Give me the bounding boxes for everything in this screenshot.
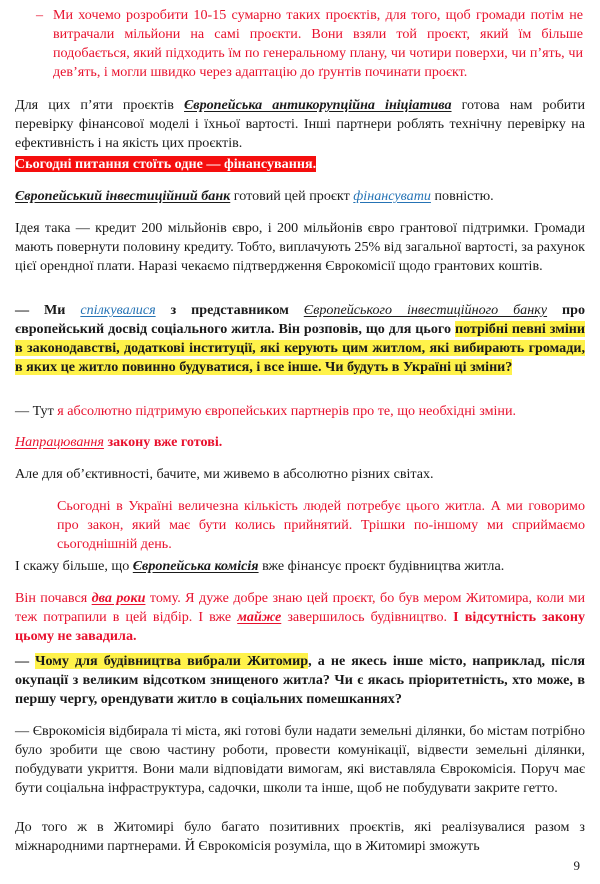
emphasis-org: Європейська комісія [132, 558, 259, 574]
question-paragraph [15, 301, 585, 377]
paragraph-text: — Єврокомісія відбирала ті міста, які готові були надати земельні ділянки, бо містам потрібно було зробити ще свою частину роботи, провести комунікації, відвести земельні ділянки, побудувати укриття. Вони мали відповідати вимогам, які виставляла Єврокомісія. Поруч має бути соціальна інфраструктура, садочки, школи та інше, щоб не побудувати закрите гетто. [15, 723, 585, 796]
text-run: з представником [155, 302, 304, 318]
text-run: — Тут [15, 403, 58, 419]
paragraph-highlighted [15, 155, 585, 174]
paragraph-text: До того ж в Житомирі було багато позитивних проєктів, які реалізувалися разом з міжнародними партнерами. Й Єврокомісія розуміла, що в Житомирі зможуть [15, 819, 585, 854]
paragraph [15, 433, 585, 452]
text-run: тому. Я дуже добре знаю цей проєкт, бо був мером Житомира, коли ми теж потрапили в цей відбір. І вже [15, 590, 585, 625]
red-highlight-heading: Сьогодні питання стоїть одне — фінансування. [15, 156, 317, 172]
link-spilkuvalysia[interactable]: спілкувалися [80, 302, 156, 318]
text-run: — [15, 653, 36, 669]
text-run: завершилось будівництво. [281, 609, 454, 625]
yellow-highlight: Чому для будівництва вибрали Житомир [35, 653, 309, 669]
emphasis-org: Європейська антикорупційна ініціатива [184, 97, 452, 113]
bullet-dash: – [36, 7, 44, 23]
text-run: вже фінансує проєкт будівництва житла. [258, 558, 505, 574]
paragraph-text: Але для об’єктивності, бачите, ми живемо в абсолютно різних світах. [15, 466, 434, 482]
text-run: закону вже готові. [103, 434, 223, 450]
text-run: Для цих п’яти проєктів [15, 97, 185, 113]
paragraph [15, 818, 585, 856]
paragraph [15, 96, 585, 153]
text-run: І скажу більше, що [15, 558, 133, 574]
paragraph-text: Ідея така — кредит 200 мільйонів євро, і 200 мільйонів євро грантової підтримки. Громади мають повернути половину кредиту. Тобто, виплачують 25% від загальної вартості, за рахунок цієї орендної плати. Наразі чекаємо підтвердження Єврокомісії щодо грантових коштів. [15, 220, 585, 274]
text-run: , а не якесь інше місто, наприклад, після окупації з великим відсотком знищеного житла? Чи є якась пріоритетність, хто може, в першу чергу, орендувати житло в соціальних помешканнях? [15, 653, 585, 707]
answer-paragraph [15, 402, 585, 421]
text-run: — Ми [15, 302, 81, 318]
emphasis-word: два роки [91, 590, 146, 606]
page-number: 9 [573, 858, 580, 873]
emphasis-org: Європейський інвестиційний банк [15, 188, 231, 204]
emphasis-word: Напрацювання [15, 434, 104, 450]
paragraph [15, 557, 585, 576]
text-run: готовий цей проєкт [230, 188, 354, 204]
text-run: готова нам робити перевірку фінансової моделі і їхньої вартості. Інші партнери роблять технічну перевірку на ефективність і на якість цих проєктів. [15, 97, 585, 151]
paragraph [15, 465, 585, 484]
text-run: про європейський досвід соціального житла. Він розповів, що для цього [15, 302, 585, 337]
yellow-highlight: потрібні певні зміни в законодавстві, додаткові інституції, які керують цим житлом, які вибирають громади, в яких це житло повинно будуватися, і все інше. Чи будуть в Україні ці зміни? [15, 321, 585, 375]
paragraph [15, 589, 585, 646]
bold-text: І відсутність закону цьому не завадила. [15, 609, 585, 644]
paragraph-text: Ми хочемо розробити 10-15 сумарно таких проєктів, для того, щоб громади потім не витрачали мільйони на самі проєкти. Вони взяли той проєкт, який їм більше подобається, який підходить їм по генеральному плану, чи чотири поверхи, чи п’ять, чи дев’ять, і могли швидко через адаптацію до ґрунтів починати проєкт. [53, 7, 583, 80]
text-run: Він почався [15, 590, 92, 606]
paragraph [15, 187, 585, 206]
paragraph-text: Сьогодні в Україні величезна кількість людей потребує цього житла. А ми говоримо про закон, який має бути колись прийнятий. Трішки по-іншому ми сприймаємо сьогоднішній день. [57, 498, 585, 552]
indented-quote [57, 497, 585, 554]
bullet-paragraph [36, 6, 583, 82]
question-paragraph [15, 652, 585, 709]
answer-paragraph [15, 722, 585, 798]
emphasis-org: Європейського інвестиційного банку [303, 302, 548, 318]
paragraph [15, 219, 585, 276]
red-text: я абсолютно підтримую європейських партнерів про те, що необхідні зміни. [57, 403, 517, 419]
emphasis-word: майже [237, 609, 282, 625]
link-finansuvaty[interactable]: фінансувати [353, 188, 431, 204]
text-run: повністю. [430, 188, 494, 204]
